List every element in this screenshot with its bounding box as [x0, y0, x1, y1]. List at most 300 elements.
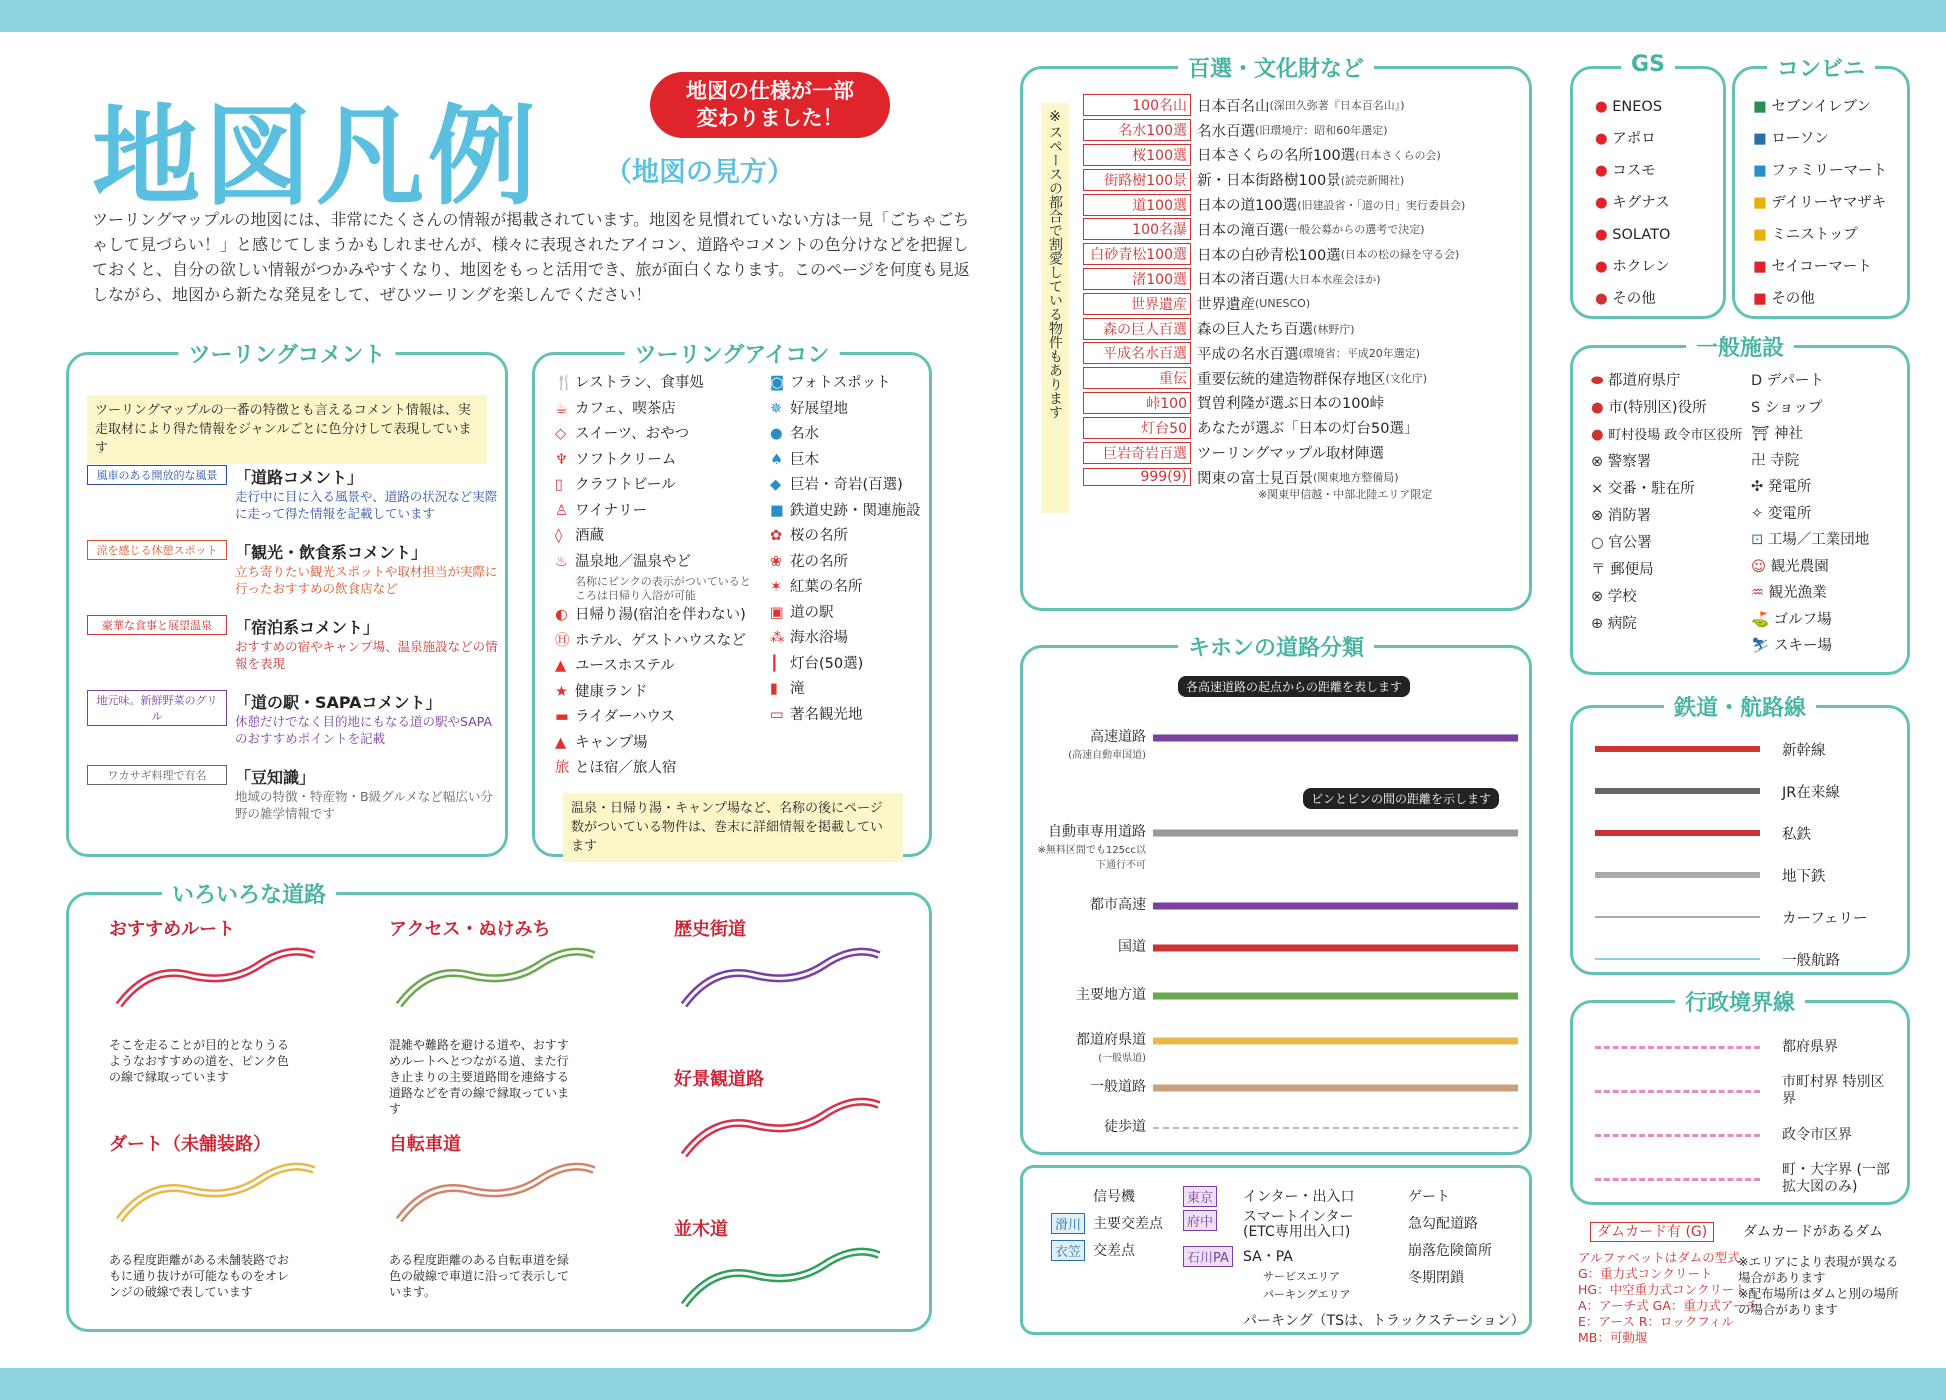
- category-icon: ★: [555, 683, 568, 700]
- icon-label: 花の名所: [790, 553, 848, 570]
- boundary-item: [1595, 1069, 1892, 1113]
- legend-badge: 滑川: [1051, 1213, 1085, 1234]
- hyakusen-badge: 峠100: [1083, 392, 1191, 414]
- gs-brand-icon: ●: [1595, 259, 1613, 275]
- comment-item: [87, 465, 507, 522]
- comment-panel-title: ツーリングコメント: [178, 338, 395, 369]
- category-icon: 旅: [555, 760, 570, 776]
- road-type-item: [674, 915, 884, 1015]
- category-icon: ▣: [770, 604, 784, 621]
- boundary-line-sample: [1595, 1090, 1760, 1093]
- page-title: 地図凡例: [92, 95, 541, 220]
- road-type-title: おすすめルート: [109, 919, 236, 940]
- conv-brand-icon: ■: [1753, 163, 1772, 179]
- comment-desc: 地域の特徴・特産物・B級グルメなど幅広い分野の雑学情報です: [235, 789, 493, 821]
- hyakusen-badge: 道100選: [1083, 194, 1191, 216]
- hyakusen-row: [1083, 143, 1465, 168]
- facility-icon: ✣: [1751, 479, 1768, 495]
- category-icon: ◐: [555, 607, 568, 623]
- legend-item: パーキングエリア: [1263, 1288, 1351, 1301]
- facility-icon: ✧: [1751, 505, 1768, 522]
- facility-item: [1591, 557, 1742, 584]
- facility-item: [1751, 395, 1869, 422]
- gs-label: SOLATO: [1612, 227, 1671, 243]
- facility-icon: ○: [1591, 535, 1609, 551]
- hyakusen-badge: 街路樹100景: [1083, 169, 1191, 191]
- rail-line-sample: [1595, 958, 1760, 960]
- comment-body: [235, 690, 500, 747]
- facility-item: [1751, 501, 1869, 528]
- category-icon: ❀: [770, 553, 783, 570]
- hyakusen-source: (読売新聞社): [1340, 173, 1405, 187]
- legend-badge: 東京: [1183, 1186, 1217, 1207]
- boundary-label: 市町村界 特別区界: [1782, 1074, 1885, 1107]
- intro-text: ツーリングマップルの地図には、非常にたくさんの情報が掲載されています。地図を見慣れていない方は一見「ごちゃごちゃして見づらい！」と感じてしまうかもしれませんが、様々に表現されたアイコン、道路やコメントの色分けなどを把握しておくと、自分の欲しい情報がつかみやすくなり、地図をもっと活用でき、旅が面白くなります。このページを何度も見返しながら、地図から新たな発見をして、ぜひツーリングを楽しんでください！: [92, 210, 970, 304]
- hyakusen-panel: [1020, 57, 1532, 611]
- page-subtitle: （地図の見方）: [605, 157, 794, 188]
- hyakusen-source: (深田久弥著『日本百名山』): [1269, 99, 1405, 113]
- dam-badge: ダムカード有 (G): [1590, 1222, 1714, 1242]
- icon-item: [555, 499, 755, 525]
- facility-label: 警察署: [1607, 454, 1652, 470]
- facility-icon: 〒: [1591, 562, 1611, 578]
- comment-body: [235, 540, 500, 597]
- hyakusen-row: [1083, 167, 1465, 192]
- icon-item: [770, 677, 930, 703]
- facility-icon: ⊗: [1591, 508, 1608, 524]
- rail-label: 一般航路: [1782, 952, 1840, 969]
- rail-panel-title: 鉄道・航路線: [1664, 691, 1816, 722]
- gs-panel: [1570, 52, 1726, 319]
- rail-item: [1595, 728, 1868, 770]
- icon-label: 名称にピンクの表示がついているところは日帰り入浴が可能: [575, 575, 751, 602]
- icon-label: 道の駅: [790, 604, 834, 621]
- conv-panel: [1732, 57, 1910, 319]
- bottom-band: [0, 1368, 1946, 1400]
- icon-label: 日帰り湯(宿泊を伴わない): [575, 607, 746, 623]
- conv-brand-icon: ■: [1753, 291, 1772, 307]
- facility-label: 病院: [1607, 616, 1637, 632]
- icon-label: 灯台(50選): [790, 655, 864, 672]
- hyakusen-name: 平成の名水百選: [1197, 346, 1299, 363]
- pin-note: ピンとピンの間の距離を示します: [1303, 788, 1499, 809]
- dam-note: ※エリアにより表現が異なる場合があります ※配布場所はダムと別の場所の場合があります: [1738, 1254, 1899, 1317]
- legend-item: パーキング（TSは、トラックステーション）: [1243, 1313, 1525, 1329]
- conv-label: ミニストップ: [1771, 227, 1858, 243]
- road-type-item: [674, 1215, 884, 1315]
- icon-item: [770, 371, 930, 397]
- hyakusen-name: 日本の滝百選: [1197, 222, 1284, 239]
- legend-item: サービスエリア: [1263, 1270, 1340, 1283]
- facility-icon: ♒: [1751, 585, 1769, 601]
- category-icon: ●: [770, 426, 783, 442]
- gs-item: [1595, 283, 1670, 315]
- comment-note: ツーリングマップルの一番の特徴とも言えるコメント情報は、実走取材により得た情報をジャンルごとに色分けして表現しています: [87, 395, 487, 464]
- facility-label: 寺院: [1770, 452, 1800, 469]
- facility-item: [1591, 476, 1742, 503]
- icon-label: 健康ランド: [575, 683, 648, 700]
- icon-label: カフェ、喫茶店: [575, 400, 676, 417]
- gs-brand-icon: ●: [1595, 163, 1613, 179]
- category-icon: ┃: [770, 655, 779, 672]
- conv-panel-title: コンビニ: [1767, 52, 1875, 83]
- rail-item: [1595, 812, 1868, 854]
- facility-item: [1591, 584, 1742, 611]
- legend-item: 交差点: [1093, 1243, 1135, 1259]
- icon-label: 鉄道史跡・関連施設: [790, 502, 921, 519]
- icon-panel-title: ツーリングアイコン: [625, 338, 840, 369]
- icon-item: [770, 550, 930, 576]
- conv-brand-icon: ■: [1753, 227, 1772, 243]
- gs-item: [1595, 187, 1670, 219]
- hyakusen-source: (文化庁): [1385, 372, 1428, 386]
- hyakusen-source: (旧環境庁：昭和60年選定): [1255, 124, 1388, 138]
- category-icon: ☕: [555, 400, 568, 417]
- icon-item: [770, 524, 930, 550]
- boundary-panel: [1570, 991, 1910, 1205]
- facility-label: 町村役場 政令市区役所: [1608, 428, 1743, 443]
- gs-list: [1595, 91, 1670, 315]
- icon-item: [555, 371, 755, 397]
- facility-icon: S: [1751, 399, 1765, 416]
- icon-label: 名水: [790, 426, 819, 442]
- hyakusen-name: 新・日本街路樹100景: [1197, 173, 1341, 190]
- category-icon: 🍴: [555, 375, 574, 391]
- category-icon: ♆: [555, 451, 568, 468]
- hyakusen-source: (関東地方整備局): [1313, 471, 1399, 485]
- hyakusen-name: 世界遺産: [1197, 297, 1255, 314]
- conv-label: その他: [1771, 291, 1815, 307]
- icon-item: [555, 756, 755, 782]
- road-sample-line: [674, 1245, 884, 1315]
- icon-label: 温泉地／温泉やど: [575, 553, 691, 570]
- facility-icon: ⊡: [1751, 532, 1768, 548]
- hyakusen-name: 日本さくらの名所100選: [1197, 148, 1356, 165]
- rail-line-sample: [1595, 746, 1760, 752]
- category-icon: ♠: [770, 451, 783, 468]
- roads-panel-title: いろいろな道路: [162, 878, 336, 909]
- legend-item: スマートインター (ETC専用出入口): [1243, 1209, 1354, 1240]
- facility-label: 都道府県庁: [1608, 373, 1681, 389]
- facility-icon: ⬬: [1591, 373, 1608, 389]
- boundary-item: [1595, 1025, 1892, 1069]
- road-type-item: [109, 915, 319, 1085]
- icon-label: レストラン、食事処: [575, 375, 704, 391]
- symbol-legend-panel: [1020, 1165, 1532, 1335]
- facility-label: デパート: [1766, 373, 1824, 389]
- road-type-item: [674, 1065, 884, 1165]
- gs-panel-title: GS: [1621, 52, 1675, 77]
- gs-label: ENEOS: [1612, 99, 1663, 115]
- rail-label: JR在来線: [1782, 784, 1840, 801]
- gs-label: コスモ: [1612, 163, 1656, 179]
- road-sample-line: [674, 1095, 884, 1165]
- facility-label: 神社: [1774, 426, 1804, 442]
- category-icon: ▭: [770, 706, 784, 723]
- hyakusen-badge: 白砂青松100選: [1083, 243, 1191, 265]
- road-class-sub: ※無料区間でも125cc以下通行不可: [1037, 845, 1146, 871]
- rail-line-sample: [1595, 916, 1760, 918]
- gs-item: [1595, 91, 1670, 123]
- fuji-note: ※関東甲信越・中部北陸エリア限定: [1258, 487, 1433, 501]
- conv-item: [1753, 283, 1887, 315]
- road-sample-line: [674, 945, 884, 1015]
- icon-label: キャンプ場: [575, 734, 648, 751]
- hyakusen-row: [1083, 341, 1465, 366]
- dam-section: [1578, 1222, 1908, 1352]
- road-type-desc: 混雑や難路を避ける道や、おすすめルートへとつながる道、また行き止まりの主要道路間を連絡する道路などを青の線で縁取っています: [389, 1038, 570, 1116]
- facility-item: [1751, 474, 1869, 501]
- road-class-label: [1031, 894, 1146, 914]
- conv-item: [1753, 123, 1887, 155]
- facility-label: 発電所: [1767, 479, 1812, 495]
- icon-item: [770, 473, 930, 499]
- road-class-label: [1031, 821, 1146, 871]
- comment-sample-tag: 涼を感じる休憩スポット: [87, 540, 227, 560]
- hyakusen-row: [1083, 242, 1465, 267]
- road-type-title: アクセス・ぬけみち: [389, 919, 551, 940]
- boundary-panel-title: 行政境界線: [1675, 986, 1805, 1017]
- hyakusen-source: (UNESCO): [1255, 297, 1311, 311]
- conv-label: ファミリーマート: [1771, 163, 1888, 179]
- facility-icon: ⛷: [1751, 638, 1775, 654]
- conv-item: [1753, 187, 1887, 219]
- icon-label: 海水浴場: [790, 630, 848, 646]
- category-icon: ◇: [555, 426, 567, 442]
- hyakusen-badge: 100名山: [1083, 94, 1191, 116]
- comment-heading: 「観光・飲食系コメント」: [235, 543, 428, 562]
- icon-label: ライダーハウス: [575, 709, 675, 725]
- comment-desc: 休憩だけでなく目的地にもなる道の駅やSAPAのおすすめポイントを記載: [235, 714, 493, 746]
- hyakusen-list: [1083, 93, 1465, 502]
- hyakusen-row: [1083, 415, 1465, 440]
- legend-item: SA・PA: [1243, 1249, 1293, 1265]
- icon-item: [770, 499, 930, 525]
- comment-body: [235, 465, 500, 522]
- gs-brand-icon: ●: [1595, 99, 1613, 115]
- hyakusen-row: [1083, 93, 1465, 118]
- comment-panel: [66, 343, 508, 857]
- hyakusen-name: 日本の白砂青松100選: [1197, 247, 1341, 264]
- icon-item: [770, 601, 930, 627]
- legend-item: 主要交差点: [1093, 1216, 1163, 1232]
- icon-label: 巨岩・奇岩(百選): [790, 477, 903, 493]
- hyakusen-source: (日本さくらの会): [1355, 148, 1441, 162]
- gs-label: その他: [1612, 291, 1656, 307]
- road-class-label: [1031, 1116, 1146, 1136]
- conv-item: [1753, 251, 1887, 283]
- facility-icon: ⊗: [1591, 454, 1608, 470]
- facilities-left: [1591, 368, 1742, 638]
- hyakusen-row: [1083, 118, 1465, 143]
- hyakusen-row: [1083, 192, 1465, 217]
- hyakusen-source: (環境省：平成20年選定): [1298, 347, 1421, 361]
- facility-label: 交番・駐在所: [1607, 481, 1695, 497]
- facility-label: ショップ: [1764, 399, 1823, 416]
- facility-label: 学校: [1607, 589, 1637, 605]
- hyakusen-source: (林野庁): [1313, 322, 1355, 336]
- rail-label: 新幹線: [1782, 742, 1826, 759]
- category-icon: ▮: [770, 681, 778, 697]
- boundary-label: 政令市区界: [1782, 1126, 1852, 1143]
- facility-icon: 卍: [1751, 452, 1771, 469]
- category-icon: ▯: [555, 477, 563, 493]
- comment-heading: 「宿泊系コメント」: [235, 618, 380, 637]
- comment-heading: 「豆知識」: [235, 768, 316, 787]
- facility-icon: D: [1751, 373, 1767, 389]
- icon-item: [555, 550, 755, 576]
- hyakusen-badge: 100名瀑: [1083, 218, 1191, 240]
- top-band: [0, 0, 1946, 32]
- hyakusen-row: [1083, 291, 1465, 316]
- gs-item: [1595, 123, 1670, 155]
- facility-label: ゴルフ場: [1773, 611, 1832, 628]
- conv-label: セイコーマート: [1771, 259, 1872, 275]
- icon-item: [555, 422, 755, 448]
- rail-label: カーフェリー: [1782, 910, 1868, 927]
- road-type-title: 好景観道路: [674, 1069, 764, 1090]
- icon-list-right: [770, 371, 930, 728]
- icon-item: [770, 448, 930, 474]
- legend-item: 信号機: [1093, 1189, 1135, 1205]
- boundary-line-sample: [1595, 1134, 1760, 1137]
- legend-badge: 衣笠: [1051, 1240, 1085, 1261]
- facility-item: [1751, 554, 1869, 581]
- dam-desc: ダムカードがあるダム: [1743, 1224, 1883, 1240]
- icon-label: ホテル、ゲストハウスなど: [575, 632, 746, 649]
- category-icon: ■: [770, 502, 784, 519]
- rail-panel: [1570, 696, 1910, 975]
- comment-body: [235, 615, 500, 672]
- hyakusen-badge: 巨岩奇岩百選: [1083, 442, 1191, 464]
- category-icon: ▬: [555, 709, 569, 725]
- conv-label: ローソン: [1771, 131, 1829, 147]
- road-class-label: [1031, 936, 1146, 956]
- icon-label: 桜の名所: [790, 528, 848, 544]
- rail-item: [1595, 770, 1868, 812]
- hyakusen-name: ツーリングマップル取材陣選: [1197, 446, 1385, 463]
- hyakusen-badge: 灯台50: [1083, 417, 1191, 439]
- facility-item: [1751, 421, 1869, 448]
- category-icon: ✵: [770, 400, 783, 417]
- icon-item: [555, 603, 755, 629]
- road-type-desc: そこを走ることが目的となりうるようなおすすめの道を、ピンク色の線で縁取っています: [109, 1038, 290, 1084]
- icon-label: ワイナリー: [575, 502, 648, 519]
- rail-item: [1595, 938, 1868, 980]
- gs-brand-icon: ●: [1595, 227, 1613, 243]
- comment-sample-tag: 地元味。新鮮野菜のグリル: [87, 690, 227, 726]
- icon-item: [555, 654, 755, 680]
- facility-icon: ×: [1591, 481, 1608, 497]
- road-sample-line: [389, 1160, 599, 1230]
- hyakusen-side-note: ※スペースの都合で割愛している物件もあります: [1041, 103, 1069, 513]
- hyakusen-source: (旧建設省・「道の日」実行委員会): [1297, 198, 1466, 212]
- facility-icon: ●: [1591, 400, 1609, 416]
- facility-item: [1591, 395, 1742, 422]
- hyakusen-row: [1083, 366, 1465, 391]
- hyakusen-name: 名水百選: [1197, 123, 1255, 140]
- road-type-item: [389, 915, 599, 1117]
- facility-icon: ⛳: [1751, 611, 1774, 628]
- gs-brand-icon: ●: [1595, 131, 1613, 147]
- hyakusen-row: [1083, 217, 1465, 242]
- hyakusen-row: [1083, 391, 1465, 416]
- road-class-sub: (一般県道): [1098, 1053, 1146, 1064]
- rail-line-sample: [1595, 830, 1760, 836]
- facility-item: [1591, 422, 1742, 449]
- icon-item: [770, 703, 930, 729]
- hyakusen-badge: 平成名水百選: [1083, 342, 1191, 364]
- road-class-name: 国道: [1118, 939, 1146, 955]
- hyakusen-row: [1083, 440, 1465, 465]
- facility-label: 郵便局: [1610, 562, 1654, 578]
- icon-label: とほ宿／旅人宿: [575, 760, 677, 776]
- road-class-label: [1031, 984, 1146, 1004]
- comment-item: [87, 765, 507, 822]
- icon-item: [770, 652, 930, 678]
- icon-item: [555, 629, 755, 655]
- hyakusen-name: 日本の渚百選: [1197, 272, 1284, 289]
- comment-item: [87, 690, 507, 747]
- road-sample-line: [109, 1160, 319, 1230]
- road-type-title: 自転車道: [389, 1134, 461, 1155]
- icon-note: 温泉・日帰り湯・キャンプ場など、名称の後にページ数がついている物件は、巻末に詳細情報を掲載しています: [563, 793, 903, 862]
- road-type-title: 並木道: [674, 1219, 728, 1240]
- road-class-name: 徒歩道: [1104, 1119, 1146, 1135]
- icon-item: [770, 397, 930, 423]
- icon-item: [555, 731, 755, 757]
- gs-label: キグナス: [1612, 195, 1670, 211]
- road-class-name: 一般道路: [1090, 1079, 1146, 1095]
- hyakusen-row: [1083, 316, 1465, 341]
- icon-label: 紅葉の名所: [790, 579, 863, 595]
- update-bubble: 地図の仕様が一部 変わりました！: [650, 72, 890, 138]
- hyakusen-name: あなたが選ぶ「日本の灯台50選」: [1197, 421, 1419, 438]
- facility-label: 消防署: [1607, 508, 1652, 524]
- facility-item: [1751, 580, 1869, 607]
- facility-item: [1751, 448, 1869, 475]
- category-icon: ✿: [770, 528, 783, 544]
- hyakusen-name: 重要伝統的建造物群保存地区: [1197, 371, 1386, 388]
- roads-panel: [66, 883, 932, 1332]
- facility-item: [1591, 449, 1742, 476]
- road-sample-line: [389, 945, 599, 1015]
- comment-item: [87, 540, 507, 597]
- gs-item: [1595, 219, 1670, 251]
- comment-sample-tag: 風車のある開放的な風景: [87, 465, 227, 485]
- icon-item: [770, 626, 930, 652]
- conv-brand-icon: ■: [1753, 259, 1772, 275]
- facilities-right: [1751, 368, 1869, 660]
- hyakusen-badge: 世界遺産: [1083, 293, 1191, 315]
- gs-brand-icon: ●: [1595, 291, 1613, 307]
- road-class-name: 都道府県道: [1076, 1032, 1146, 1048]
- boundary-item: [1595, 1113, 1892, 1157]
- icon-label: 酒蔵: [575, 528, 604, 544]
- legend-badge: 府中: [1183, 1210, 1217, 1231]
- comment-item: [87, 615, 507, 672]
- category-icon: Ⓗ: [555, 632, 570, 649]
- road-class-label: [1031, 1076, 1146, 1096]
- conv-item: [1753, 91, 1887, 123]
- roadclass-panel: [1020, 636, 1532, 1155]
- hyakusen-badge: 渚100選: [1083, 268, 1191, 290]
- icon-item: [555, 448, 755, 474]
- legend-item: 崩落危険箇所: [1408, 1243, 1492, 1259]
- rail-label: 地下鉄: [1782, 868, 1826, 885]
- gs-label: アポロ: [1612, 131, 1656, 147]
- conv-item: [1753, 219, 1887, 251]
